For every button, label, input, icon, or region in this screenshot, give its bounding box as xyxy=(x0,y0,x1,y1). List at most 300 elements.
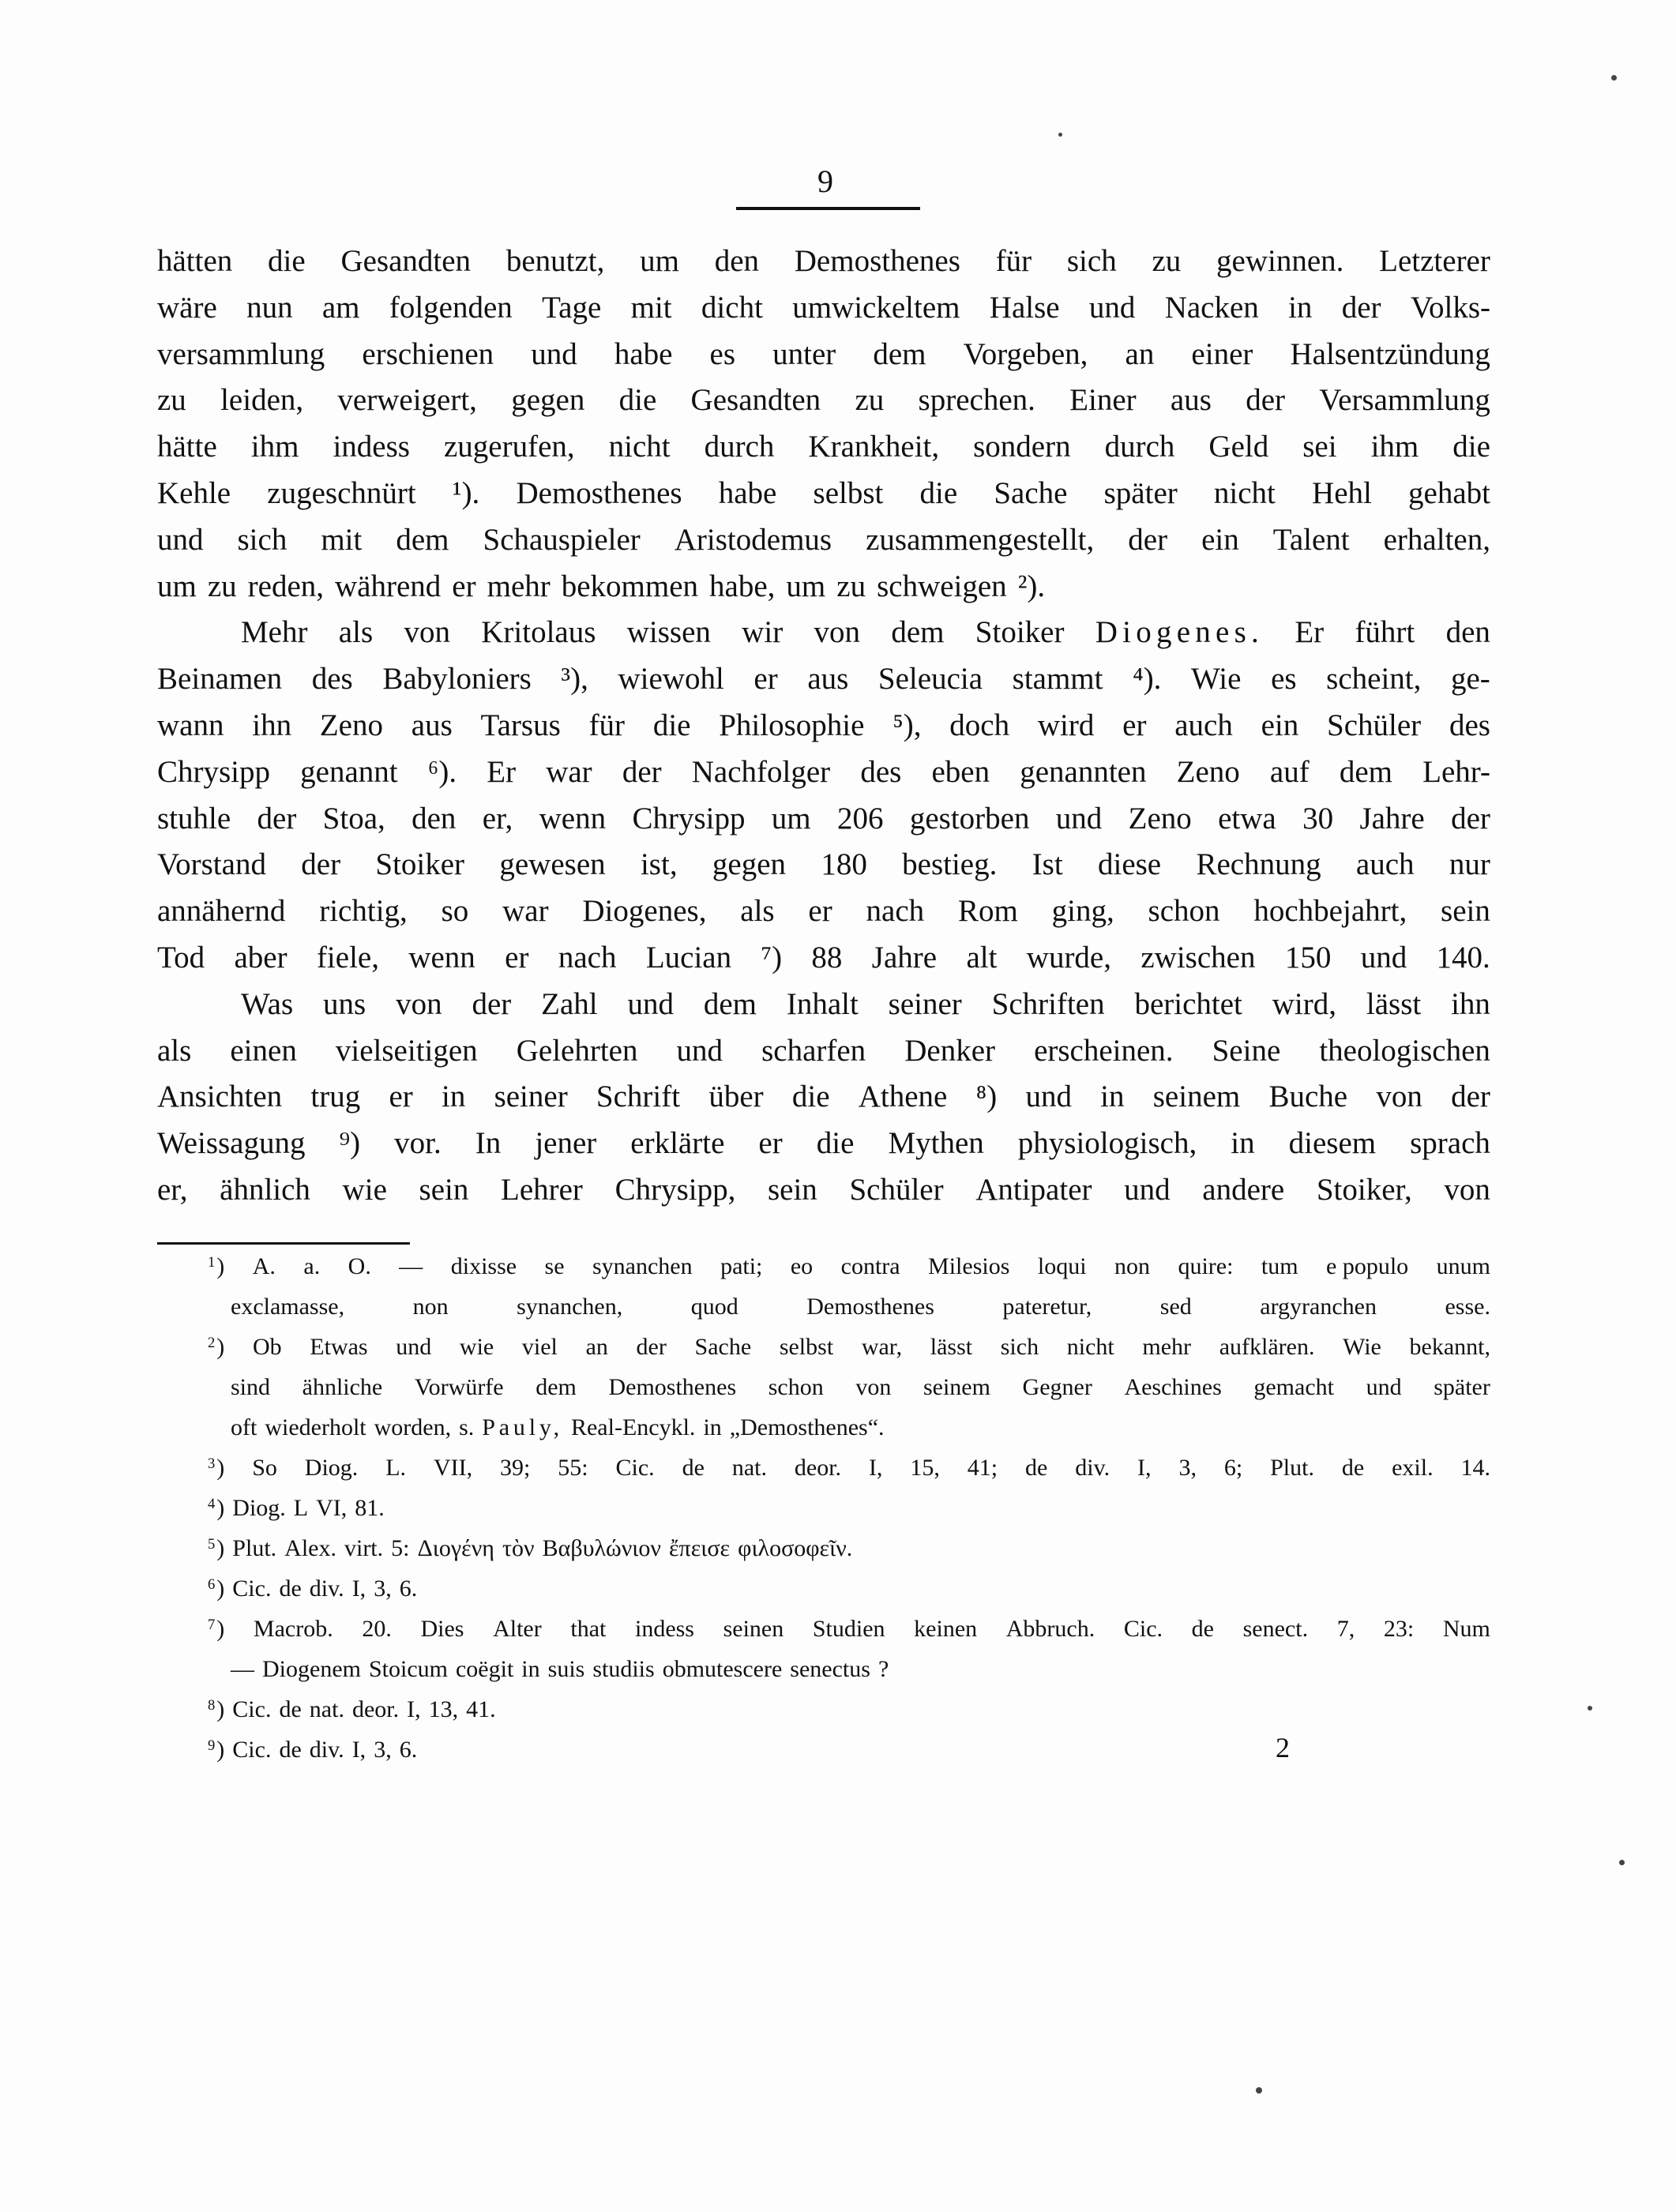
word: dem xyxy=(873,336,926,371)
word: der xyxy=(472,986,512,1021)
word: in xyxy=(1288,290,1313,325)
footnote-word: argyranchen xyxy=(1260,1294,1377,1320)
word: Kehle xyxy=(157,475,231,510)
footnote-word: tum xyxy=(1261,1253,1298,1279)
word: Beinamen xyxy=(157,662,283,697)
word: an xyxy=(1125,336,1155,371)
word: Mehr xyxy=(241,615,308,650)
word: aber xyxy=(234,940,287,975)
word: lässt xyxy=(1366,986,1422,1021)
word: nach xyxy=(866,894,925,929)
word: er xyxy=(758,1126,783,1161)
footnote-word: nat. xyxy=(731,1455,767,1481)
word: Stoiker, xyxy=(1316,1172,1412,1207)
footnote-word: L. xyxy=(385,1455,407,1481)
body-text xyxy=(157,238,1490,1214)
word: Gesandten xyxy=(340,244,472,278)
word: um xyxy=(157,569,197,603)
word: folgenden xyxy=(389,290,513,325)
word: Einer xyxy=(1069,383,1137,418)
footnote-word: Plut. xyxy=(1270,1455,1314,1481)
word: für xyxy=(995,244,1032,278)
word: Volks- xyxy=(1410,290,1490,325)
word: die xyxy=(816,1126,855,1161)
word: Philosophie xyxy=(719,708,865,742)
footnote-word: de xyxy=(279,1737,302,1763)
body-line xyxy=(157,656,1490,703)
word: ⁸) xyxy=(975,1080,998,1114)
word: Seleucia xyxy=(877,662,983,697)
word: die xyxy=(268,244,306,278)
word: zwischen xyxy=(1141,940,1256,975)
word: auch xyxy=(1355,847,1415,882)
word: nun xyxy=(246,290,293,325)
word: mehr xyxy=(487,569,551,603)
word: er xyxy=(808,894,832,929)
footnote-word: wiederholt xyxy=(265,1414,366,1440)
footnote-word: suis xyxy=(547,1656,585,1682)
footnote-number: 1 xyxy=(208,1253,216,1271)
footnote-word: de xyxy=(1341,1455,1365,1481)
signature-mark: 2 xyxy=(1276,1732,1290,1763)
word: Talent xyxy=(1272,522,1350,557)
footnote-word: senectus xyxy=(790,1656,870,1682)
word: wird xyxy=(1037,708,1095,742)
word: er xyxy=(505,940,529,975)
footnote xyxy=(157,1448,1490,1488)
word: sich xyxy=(1066,244,1117,278)
word: reden, xyxy=(247,569,325,603)
body-line xyxy=(157,982,1490,1028)
speck xyxy=(1256,2087,1262,2094)
word: er xyxy=(389,1080,413,1114)
footnote-word: Milesios xyxy=(928,1253,1010,1279)
word: auch xyxy=(1174,708,1233,742)
footnote-word: 3, xyxy=(374,1737,392,1763)
footnote-word: Studien xyxy=(812,1616,885,1642)
word: erhalten, xyxy=(1383,522,1490,557)
word: gehabt xyxy=(1408,475,1490,510)
word: versammlung xyxy=(157,336,325,371)
footnote xyxy=(157,1689,1490,1729)
footnote-word: exclamasse, xyxy=(231,1294,345,1320)
word: Demosthenes xyxy=(794,244,960,278)
body-line xyxy=(157,703,1490,749)
word: leiden, xyxy=(220,383,304,418)
footnote-word: div. xyxy=(309,1575,344,1602)
word: trug xyxy=(310,1080,361,1114)
word: Chrysipp xyxy=(632,801,746,836)
body-line xyxy=(157,796,1490,843)
word: genannten xyxy=(1020,754,1147,789)
footnote-word: Demosthenes xyxy=(608,1374,737,1400)
word: Vorgeben, xyxy=(963,336,1088,371)
footnote-word: 55: xyxy=(558,1455,588,1481)
word: seiner xyxy=(494,1080,568,1114)
word: ⁶). xyxy=(427,754,457,789)
footnote-word: sed xyxy=(1159,1294,1192,1320)
footnote-word: 20. xyxy=(362,1616,392,1642)
word: bekommen xyxy=(561,569,699,603)
word: für xyxy=(588,708,626,742)
body-line xyxy=(157,842,1490,888)
footnote-word: bekannt, xyxy=(1409,1334,1490,1360)
body-line xyxy=(157,564,1490,610)
footnote-word: — xyxy=(399,1253,423,1279)
word: in xyxy=(1231,1126,1255,1161)
footnote-word: So xyxy=(252,1455,277,1481)
speck xyxy=(1611,75,1617,81)
footnote-word: Alter xyxy=(493,1616,542,1642)
word: eben xyxy=(931,754,990,789)
word: wäre xyxy=(157,290,217,325)
word: schon xyxy=(1148,894,1220,929)
word: uns xyxy=(323,986,366,1021)
footnote-word: 3, xyxy=(1178,1455,1197,1481)
word: der xyxy=(1246,383,1286,418)
word: sprach xyxy=(1410,1126,1490,1161)
word: 30 xyxy=(1302,801,1334,836)
word: zu xyxy=(1152,244,1182,278)
footnote xyxy=(157,1568,1490,1609)
footnote-word: Real-Encykl. xyxy=(570,1414,696,1440)
word: nicht xyxy=(608,430,671,464)
word: zugerufen, xyxy=(443,430,575,464)
word: berichtet xyxy=(1134,986,1242,1021)
footnote-word: viel xyxy=(521,1334,558,1360)
footnote-number: 5 xyxy=(208,1535,216,1553)
word: physiologisch, xyxy=(1017,1126,1197,1161)
footnote-word: 5: xyxy=(391,1535,410,1561)
footnote-word: dixisse xyxy=(450,1253,517,1279)
footnote-word: Ob xyxy=(252,1334,282,1360)
footnote-marker: $^1$) xyxy=(208,1253,225,1279)
speck xyxy=(1619,1860,1625,1865)
word: von xyxy=(1376,1080,1422,1114)
word: er xyxy=(753,662,778,697)
word: stammt xyxy=(1012,662,1103,697)
word: wird, xyxy=(1272,986,1337,1021)
body-line xyxy=(157,285,1490,332)
word: Zeno xyxy=(1176,754,1240,789)
word: umwickeltem xyxy=(792,290,960,325)
footnote-word: contra xyxy=(840,1253,900,1279)
word: Schüler xyxy=(849,1172,944,1207)
footnote-word: mehr xyxy=(1142,1334,1192,1360)
word: er, xyxy=(482,801,513,836)
footnote-word: 23: xyxy=(1383,1616,1415,1642)
word: habe xyxy=(718,475,777,510)
word: Rechnung xyxy=(1196,847,1321,882)
footnote-word: Diog. xyxy=(232,1495,286,1521)
word: diese xyxy=(1097,847,1162,882)
word: Halsentzündung xyxy=(1290,336,1490,371)
footnote-word: worden, xyxy=(374,1414,452,1440)
word: Halse xyxy=(989,290,1060,325)
body-line xyxy=(157,888,1490,935)
word: indess xyxy=(333,430,410,464)
footnote-word: seinen xyxy=(723,1616,784,1642)
word: andere xyxy=(1202,1172,1285,1207)
body-line xyxy=(157,1028,1490,1075)
footnote-word: Diogenem xyxy=(262,1656,361,1682)
word: Er xyxy=(1295,615,1325,650)
footnote-word: τὸν xyxy=(502,1535,535,1561)
footnote-word: Diog. xyxy=(304,1455,359,1481)
word: nach xyxy=(558,940,617,975)
footnote-word: selbst xyxy=(779,1334,834,1360)
word: Nachfolger xyxy=(691,754,831,789)
footnote-word: dem xyxy=(535,1374,577,1400)
word: Demosthenes xyxy=(516,475,682,510)
footnote-word: Plut. xyxy=(232,1535,277,1561)
word: ³), xyxy=(561,662,588,697)
word: in xyxy=(441,1080,466,1114)
word: Ist xyxy=(1032,847,1063,882)
footnote-word: synanchen, xyxy=(517,1294,623,1320)
footnote-word: lässt xyxy=(930,1334,973,1360)
footnote-word: Vorwürfe xyxy=(414,1374,504,1400)
footnote xyxy=(157,1488,1490,1528)
word: unter xyxy=(772,336,836,371)
footnote-word: I, xyxy=(351,1575,366,1602)
word: Inhalt xyxy=(786,986,859,1021)
footnote-marker: $^7$) xyxy=(208,1616,225,1642)
word: ein xyxy=(1261,708,1299,742)
word: vielseitigen xyxy=(335,1033,478,1068)
word: Weissagung xyxy=(157,1126,306,1161)
footnote-word: deor. xyxy=(351,1696,400,1722)
footnote-number: 4 xyxy=(208,1495,216,1512)
word: ⁷) xyxy=(761,940,783,975)
footnote xyxy=(157,1327,1490,1367)
word: gewinnen. xyxy=(1216,244,1344,278)
footnote-marker: $^9$) xyxy=(208,1737,225,1763)
word: zu xyxy=(157,383,186,418)
word: dem xyxy=(1339,754,1393,789)
word: sei xyxy=(1302,430,1337,464)
word: am xyxy=(321,290,360,325)
footnotes xyxy=(157,1246,1490,1770)
footnote-word: a. xyxy=(303,1253,321,1279)
word: nicht xyxy=(1213,475,1276,510)
word: einen xyxy=(230,1033,297,1068)
footnote-word: Aeschines xyxy=(1124,1374,1222,1400)
word: Stoiker xyxy=(975,615,1065,650)
word: den xyxy=(714,244,760,278)
footnote-word: Cic. xyxy=(615,1455,655,1481)
word: richtig, xyxy=(319,894,408,929)
footnote-word: indess xyxy=(634,1616,694,1642)
word: theologischen xyxy=(1319,1033,1490,1068)
word: Schrift xyxy=(596,1080,681,1114)
word: auf xyxy=(1269,754,1310,789)
word: 140. xyxy=(1436,940,1490,975)
footnote-word: Num xyxy=(1442,1616,1490,1642)
footnote-word: div. xyxy=(1075,1455,1110,1481)
footnote-word: Demosthenes xyxy=(806,1294,934,1320)
footnote-word: A. xyxy=(252,1253,276,1279)
word: um xyxy=(771,801,811,836)
footnote-number: 2 xyxy=(208,1334,216,1351)
footnote xyxy=(157,1729,1490,1770)
word: der xyxy=(257,801,297,836)
footnote-word: studiis xyxy=(592,1656,655,1682)
word: Zahl xyxy=(541,986,598,1021)
word: zusammengestellt, xyxy=(866,522,1095,557)
body-line xyxy=(157,517,1490,564)
footnote-word: Macrob. xyxy=(253,1616,333,1642)
word: die xyxy=(1452,430,1490,464)
word: annähernd xyxy=(157,894,286,929)
footnote-word: Abbruch. xyxy=(1005,1616,1095,1642)
footnote-word: se xyxy=(544,1253,565,1279)
footnote-word: von xyxy=(855,1374,892,1400)
word: Athene xyxy=(858,1080,948,1114)
footnote-word: in xyxy=(703,1414,722,1440)
footnote-word: non xyxy=(1114,1253,1150,1279)
word: von xyxy=(404,615,450,650)
footnote-word: Sache xyxy=(694,1334,752,1360)
word: Denker xyxy=(904,1033,996,1068)
footnote-word: war, xyxy=(861,1334,903,1360)
body-line xyxy=(157,424,1490,471)
word: aus xyxy=(1170,383,1212,418)
page-number: 9 xyxy=(817,163,833,199)
footnote xyxy=(157,1609,1490,1649)
word: dem xyxy=(396,522,449,557)
word: und xyxy=(157,522,204,557)
footnote-word: keinen xyxy=(914,1616,978,1642)
body-line xyxy=(157,749,1490,796)
word: um xyxy=(786,569,826,603)
word: In xyxy=(475,1126,502,1161)
word: er xyxy=(452,569,476,603)
footnote-word: Pauly, xyxy=(482,1414,563,1440)
footnote-continuation xyxy=(157,1367,1490,1407)
footnote-word: und xyxy=(396,1334,432,1360)
footnote-word: Alex. xyxy=(284,1535,336,1561)
footnote-word: s. xyxy=(459,1414,475,1440)
word: ist, xyxy=(640,847,678,882)
footnote-word: der xyxy=(636,1334,667,1360)
footnote-word: I, xyxy=(868,1455,883,1481)
word: Vorstand xyxy=(157,847,266,882)
word: und xyxy=(1055,801,1103,836)
footnote-word: sich xyxy=(1000,1334,1039,1360)
word: hätte xyxy=(157,430,217,464)
word: Schriften xyxy=(991,986,1105,1021)
word: den xyxy=(1445,615,1490,650)
footnote-word: de xyxy=(1025,1455,1048,1481)
word: der xyxy=(1341,290,1381,325)
footnote-word: esse. xyxy=(1445,1294,1490,1320)
word: Diogenes. xyxy=(1095,615,1264,650)
word: des xyxy=(1449,708,1490,742)
word: durch xyxy=(1104,430,1175,464)
word: als xyxy=(157,1033,192,1068)
word: Mythen xyxy=(888,1126,984,1161)
footnote xyxy=(157,1246,1490,1286)
footnote-word: 6; xyxy=(1223,1455,1243,1481)
word: scharfen xyxy=(761,1033,866,1068)
word: Stoa, xyxy=(322,801,385,836)
word: Sache xyxy=(994,475,1068,510)
word: wenn xyxy=(408,940,475,975)
word: 180 xyxy=(821,847,867,882)
word: ⁴). xyxy=(1133,662,1162,697)
footnote-word: div. xyxy=(309,1737,344,1763)
word: jener xyxy=(535,1126,597,1161)
word: der xyxy=(301,847,341,882)
word: ging, xyxy=(1051,894,1114,929)
footnote-word: 81. xyxy=(355,1495,385,1521)
word: Schüler xyxy=(1327,708,1422,742)
footnote-word: ähnliche xyxy=(302,1374,383,1400)
word: Schauspieler xyxy=(483,522,641,557)
word: wenn xyxy=(539,801,607,836)
word: zu xyxy=(836,569,866,603)
word: dicht xyxy=(701,290,763,325)
footnote-marker: $^6$) xyxy=(208,1575,225,1602)
footnote-word: e populo xyxy=(1326,1253,1409,1279)
footnote-continuation xyxy=(157,1407,1490,1448)
footnote-word: sind xyxy=(231,1374,271,1400)
word: Nacken xyxy=(1164,290,1259,325)
word: und xyxy=(1025,1080,1072,1114)
word: ihm xyxy=(1370,430,1419,464)
footnote-word: 39; xyxy=(500,1455,531,1481)
footnote-word: coëgit xyxy=(455,1656,514,1682)
footnote-word: loqui xyxy=(1037,1253,1087,1279)
word: wir xyxy=(742,615,784,650)
footnote-word: eo xyxy=(790,1253,814,1279)
footnote-word: an xyxy=(585,1334,608,1360)
speck xyxy=(1588,1706,1592,1711)
word: war xyxy=(502,894,549,929)
word: Tarsus xyxy=(480,708,561,742)
word: etwa xyxy=(1218,801,1276,836)
word: der xyxy=(1128,522,1168,557)
word: so xyxy=(441,894,469,929)
footnote-number: 3 xyxy=(208,1455,216,1472)
footnote-word: ἔπεισε xyxy=(668,1535,731,1561)
footnote-continuation xyxy=(157,1286,1490,1327)
word: Was xyxy=(241,986,294,1021)
word: wissen xyxy=(626,615,711,650)
footnote-word: und xyxy=(1366,1374,1402,1400)
word: erklärte xyxy=(630,1126,725,1161)
word: zu xyxy=(855,383,885,418)
word: Kritolaus xyxy=(481,615,596,650)
footnote-word: senect. xyxy=(1242,1616,1309,1642)
word: führt xyxy=(1355,615,1415,650)
footnote-word: synanchen xyxy=(592,1253,693,1279)
word: wie xyxy=(342,1172,387,1207)
word: Chrysipp xyxy=(157,754,271,789)
word: ihn xyxy=(252,708,292,742)
word: Lucian xyxy=(645,940,732,975)
word: und xyxy=(676,1033,723,1068)
word: zugeschnürt xyxy=(267,475,416,510)
word: ein xyxy=(1201,522,1239,557)
footnote-word: Βαβυλώνιον xyxy=(542,1535,661,1561)
word: 206 xyxy=(836,801,884,836)
word: doch xyxy=(949,708,1010,742)
word: 88 xyxy=(811,940,843,975)
footnote-word: O. xyxy=(348,1253,371,1279)
word: Zeno xyxy=(319,708,383,742)
